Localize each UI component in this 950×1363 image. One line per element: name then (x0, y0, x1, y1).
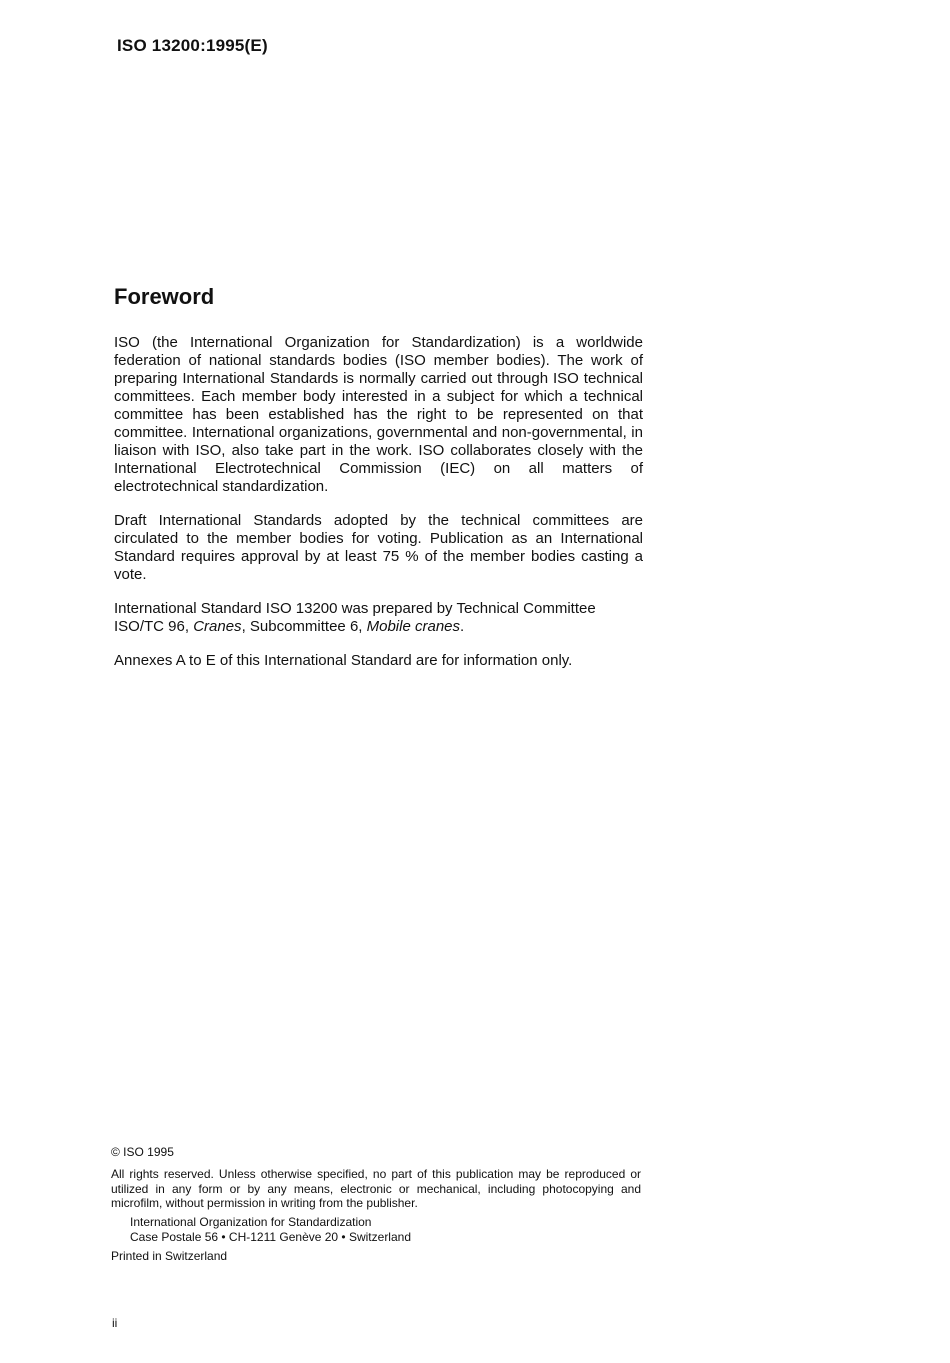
foreword-paragraph-4: Annexes A to E of this International Standard are for information only. (114, 652, 573, 669)
foreword-title: Foreword (114, 284, 215, 309)
address-line-1: International Organization for Standardization (130, 1215, 372, 1229)
foreword-paragraph-1: ISO (the International Organization for Standardization) is a worldwide federation of national standards bodies (ISO member bodies). The work of preparing International Standards is normally carried out through ISO technical committees. Each member body interested in a subject for which a technical committee has been established has the right to be represented on that committee. International organizations, governmental and non-governmental, in liaison with ISO, also take part in the work. ISO collaborates closely with the International Electrotechnical Commission (IEC) on all matters of electrotechnical standardization. (114, 334, 643, 495)
foreword-paragraph-3 (114, 600, 643, 636)
printed-in: Printed in Switzerland (111, 1249, 228, 1263)
subcommittee-prefix: , Subcommittee 6, (241, 618, 367, 635)
paragraph-3-line-1: International Standard ISO 13200 was prepared by Technical Committee (114, 600, 596, 617)
paragraph-3-line-2 (114, 618, 643, 636)
copyright-notice: © ISO 1995 (111, 1145, 174, 1159)
document-id-header: ISO 13200:1995(E) (117, 36, 268, 55)
rights-reserved-text: All rights reserved. Unless otherwise specified, no part of this publication may be reproduced or utilized in any form or by any means, electronic or mechanical, including photocopying and microfilm, without permission in writing from the publisher. (111, 1167, 641, 1210)
committee-name: Cranes (193, 618, 242, 635)
subcommittee-name: Mobile cranes (366, 618, 461, 635)
foreword-paragraph-2: Draft International Standards adopted by the technical committees are circulated to the member bodies for voting. Publication as an International Standard requires approval by at least 75 % of the member bodies casting a vote. (114, 512, 643, 583)
address-line-2: Case Postale 56 • CH-1211 Genève 20 • Switzerland (130, 1229, 411, 1244)
sentence-end: . (460, 618, 465, 635)
tc-prefix: ISO/TC 96, (114, 618, 194, 635)
page-number: ii (112, 1316, 118, 1330)
publisher-address (130, 1215, 411, 1244)
